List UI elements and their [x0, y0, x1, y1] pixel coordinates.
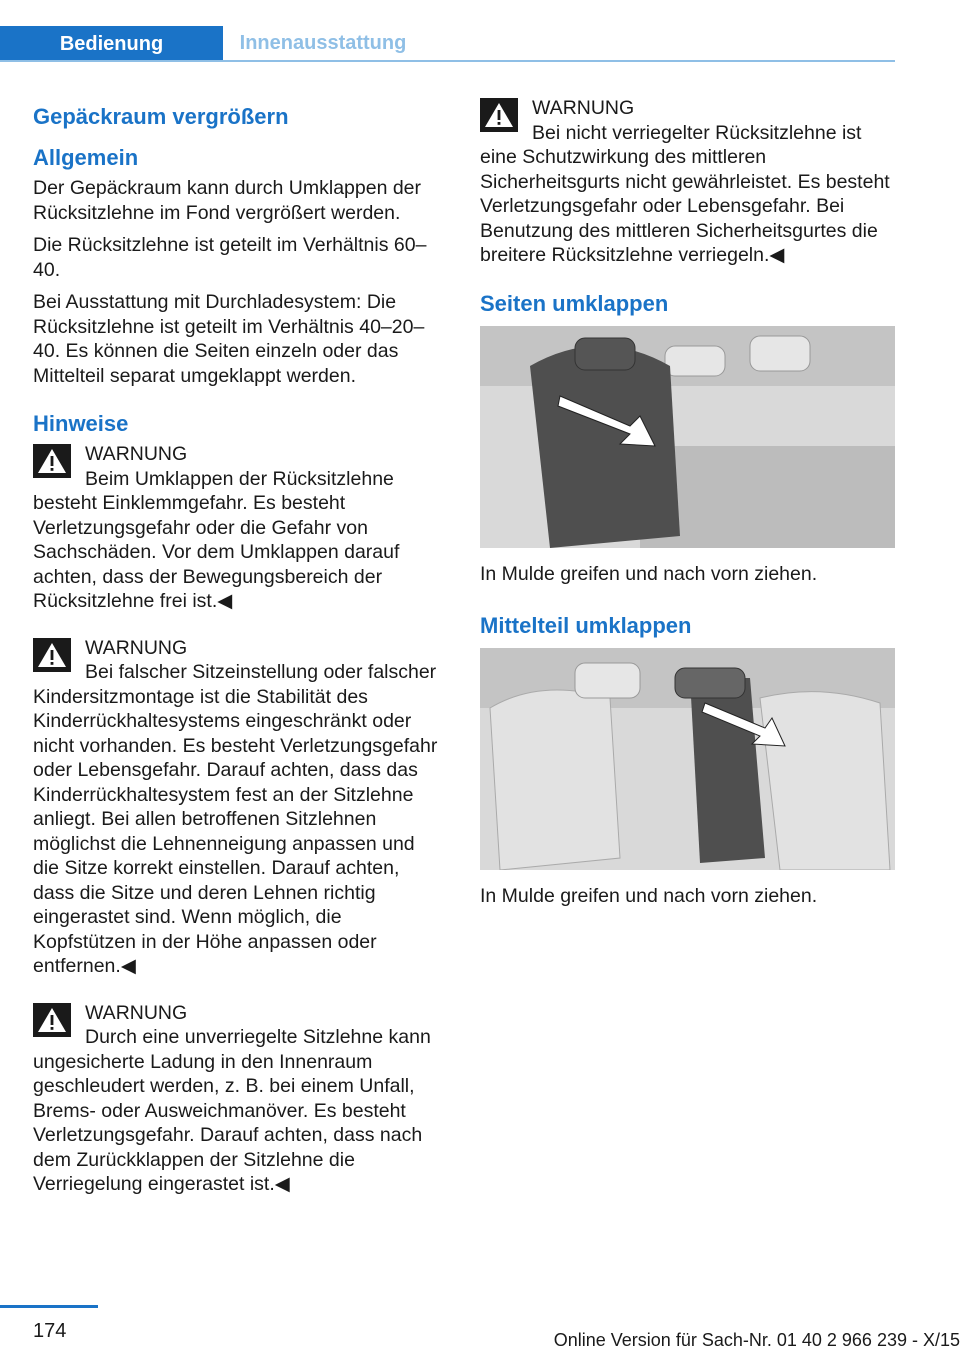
warning-block — [480, 96, 895, 268]
warning-title: WARNUNG — [85, 1001, 188, 1024]
seat-side-fold-image — [480, 326, 895, 548]
warning-icon — [33, 638, 71, 672]
warning-title: WARNUNG — [85, 443, 188, 465]
page-title: Gepäckraum vergrößern — [33, 104, 289, 129]
heading-seiten-umklappen: Seiten umklappen — [480, 290, 669, 316]
warning-title: WARNUNG — [85, 636, 188, 659]
warning-title: WARNUNG — [532, 97, 635, 119]
paragraph: Die Rücksitzlehne ist geteilt im Verhältnis 60–40. — [33, 234, 427, 281]
heading-hinweise: Hinweise — [33, 411, 129, 436]
header-tabs — [0, 26, 895, 62]
warning-icon — [33, 1003, 71, 1037]
seat-center-fold-image — [480, 648, 895, 870]
right-column — [480, 96, 895, 917]
warning-block — [33, 1001, 443, 1197]
warning-block — [33, 442, 443, 614]
heading-allgemein: Allgemein — [33, 145, 139, 170]
warning-text: Beim Umklappen der Rücksitzlehne besteht Einklemmgefahr. Es besteht Verletzungsgefahr oder die Gefahr von Sachschäden. Vor dem Umklappen darauf achten, dass der Bewegungsbereich der Rücksitzlehne frei ist.◀ — [33, 467, 400, 612]
warning-text: Bei nicht verriegelter Rücksitzlehne ist eine Schutzwirkung des mittleren Sicherheitsgurts nicht gewährleistet. Es besteht Verletzungsgefahr oder Lebensgefahr. Bei Benutzung des mittleren Sicherheitsgurtes die breitere Rücksitzlehne verriegeln.◀ — [480, 121, 890, 266]
warning-icon — [480, 98, 518, 132]
tab-bedienung[interactable]: Bedienung — [0, 26, 223, 62]
caption: In Mulde greifen und nach vorn ziehen. — [480, 885, 818, 907]
warning-block — [33, 636, 443, 979]
header-rule — [0, 60, 895, 62]
tab-innenausstattung[interactable]: Innenausstattung — [239, 31, 407, 54]
footer-rule — [0, 1305, 98, 1308]
heading-mittelteil-umklappen: Mittelteil umklappen — [480, 613, 692, 638]
page-number: 174 — [33, 1320, 67, 1342]
left-column — [33, 96, 443, 1219]
paragraph: Der Gepäckraum kann durch Umklappen der Rücksitzlehne im Fond vergrößert werden. — [33, 177, 422, 224]
paragraph: Bei Ausstattung mit Durchladesystem: Die Rücksitzlehne ist geteilt im Verhältnis 40–20–40. Es können die Seiten einzeln oder das Mittelteil separat umgeklappt werden. — [33, 291, 425, 387]
caption: In Mulde greifen und nach vorn ziehen. — [480, 562, 818, 585]
online-version-note: Online Version für Sach-Nr. 01 40 2 966 239 - X/15 — [553, 1330, 960, 1350]
warning-text: Bei falscher Sitzeinstellung oder falscher Kindersitzmontage ist die Stabilität des Kinderrückhaltesystems eingeschränkt oder nicht vorhanden. Es besteht Verletzungsgefahr oder Lebensgefahr. Darauf achten, dass das Kinderrückhaltesystem fest an der Sitzlehne anliegt. Bei allen betroffenen Sitzlehnen möglichst die Lehnenneigung anpassen und die Sitze korrekt einstellen. Darauf achten, dass die Sitze und deren Lehnen richtig eingerastet sind. Wenn möglich, die Kopfstützen in der Höhe anpassen oder entfernen.◀ — [33, 661, 438, 977]
warning-text: Durch eine unverriegelte Sitzlehne kann ungesicherte Ladung in den Innenraum geschleudert werden, z. B. bei einem Unfall, Brems- oder Ausweichmanöver. Es besteht Verletzungsgefahr. Darauf achten, dass nach dem Zurückklappen der Sitzlehne die Verriegelung eingerastet ist.◀ — [33, 1026, 431, 1195]
warning-icon — [33, 444, 71, 478]
